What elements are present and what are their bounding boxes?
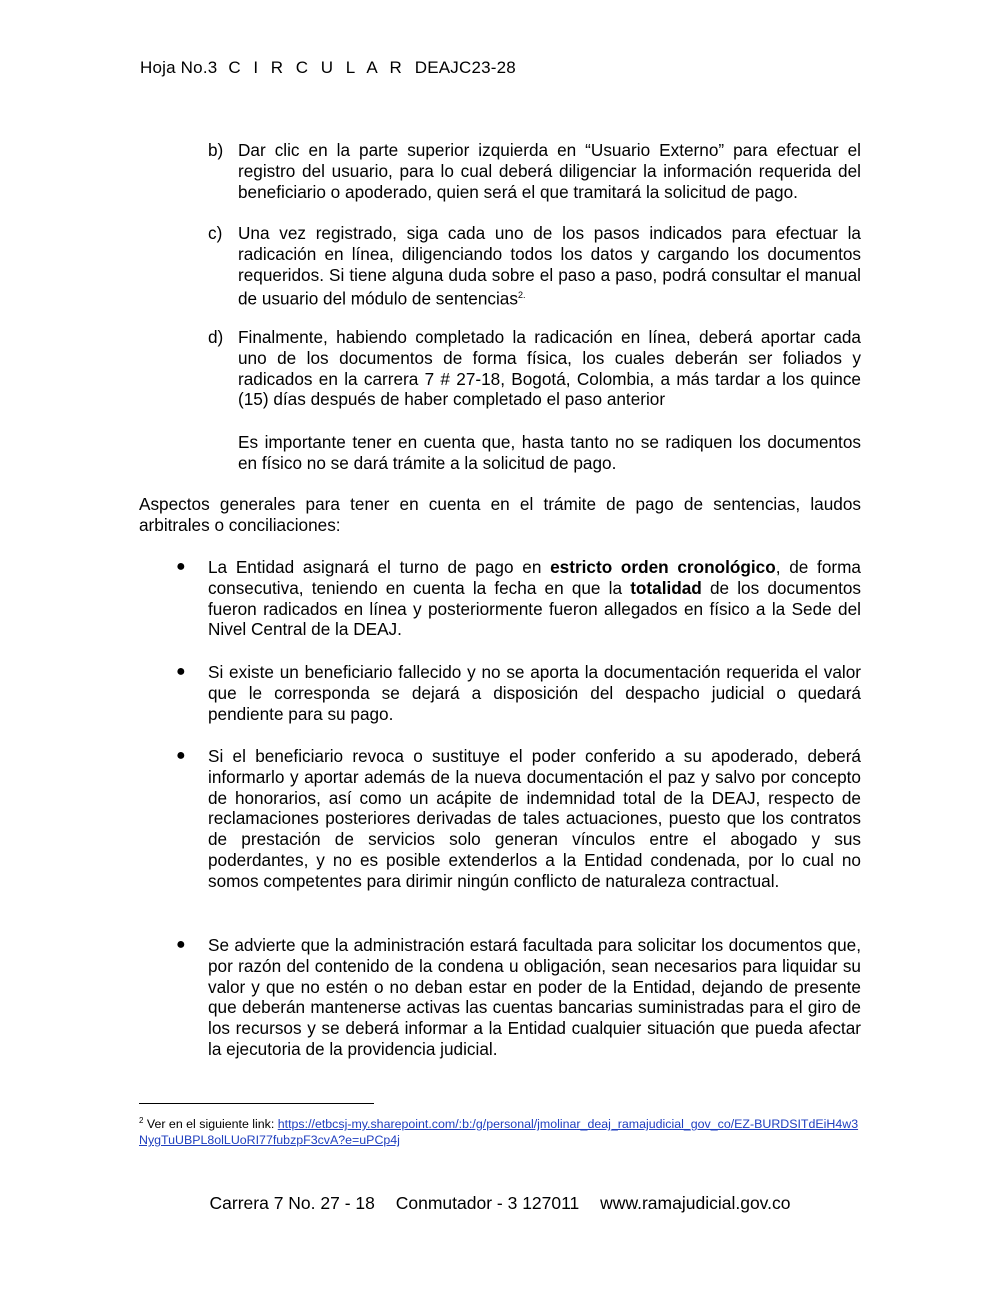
bullet-item-order: ● La Entidad asignará el turno de pago en estricto orden cronológico, de forma consecutiva, teniendo en cuenta la fecha en que la totalidad de los documentos fueron radicados en línea y posteriormente fueron allegados en físico a la Sede del Nivel Central de la DEAJ.: [176, 557, 861, 640]
list-marker: b): [208, 140, 224, 160]
footnote-reference: 2.: [517, 290, 526, 301]
bullet-icon: ●: [176, 936, 186, 953]
circular-code: DEAJC23-28: [414, 58, 516, 77]
footnote-text: Ver en el siguiente link:: [143, 1117, 278, 1132]
list-item-d: [208, 327, 861, 411]
bullet-icon: ●: [176, 747, 186, 764]
bullet-item-documents: [176, 935, 861, 1060]
bullet-text: Si existe un beneficiario fallecido y no se aporta la documentación requerida el valor que le corresponda se dejará a disposición del despacho judicial o quedará pendiente para su pago.: [208, 662, 861, 724]
list-item-text: Una vez registrado, siga cada uno de los pasos indicados para efectuar la radicación en línea, diligenciando todos los datos y cargando los documentos requeridos. Si tiene alguna duda sobre el paso a paso, podrá consultar el manual de usuario del módulo de sentencias$^{2.}$: [238, 223, 861, 310]
page-header: [140, 58, 516, 78]
footnote: [139, 1113, 859, 1148]
list-marker: c): [208, 223, 223, 243]
bullet-item-revocation: [176, 746, 861, 892]
list-item-c: [208, 223, 861, 310]
general-aspects-intro: Aspectos generales para tener en cuenta en el trámite de pago de sentencias, laudos arbitrales o conciliaciones:: [139, 494, 861, 535]
bullet-icon: ●: [176, 558, 186, 575]
list-item-text: Finalmente, habiendo completado la radicación en línea, deberá aportar cada uno de los documentos de forma física, los cuales deberán ser foliados y radicados en la carrera 7 # 27-18, Bogotá, Colombia, a más tardar a los quince (15) días después de haber completado el paso anterior: [238, 327, 861, 410]
footer-phone: Conmutador - 3 127011: [395, 1193, 580, 1213]
footer-address: Carrera 7 No. 27 - 18: [209, 1193, 375, 1213]
list-marker: d): [208, 327, 224, 347]
footer-website: www.ramajudicial.gov.co: [600, 1193, 791, 1213]
list-item-b: [208, 140, 861, 203]
important-note: Es importante tener en cuenta que, hasta tanto no se radiquen los documentos en físico no se dará trámite a la solicitud de pago.: [238, 432, 861, 473]
bold-text: estricto orden cronológico: [550, 557, 776, 577]
bullet-item-deceased: [176, 662, 861, 724]
list-item-text: Dar clic en la parte superior izquierda en “Usuario Externo” para efectuar el registro del usuario, para lo cual deberá diligenciar la información requerida del beneficiario o apoderado, quien será el que tramitará la solicitud de pago.: [238, 140, 861, 202]
bullet-text: Se advierte que la administración estará facultada para solicitar los documentos que, por razón del contenido de la condena u obligación, sean necesarios para liquidar su valor y que no estén o no deban estar en poder de la Entidad, dejando de presente que deberán mantenerse activas las cuentas bancarias suministradas para el giro de los recursos y se deberá informar a la Entidad cualquier situación que pueda afectar la ejecutoria de la providencia judicial.: [208, 935, 861, 1059]
footnote-separator: [139, 1103, 374, 1104]
bold-text: totalidad: [630, 577, 702, 598]
page-footer: [0, 1193, 1000, 1214]
bullet-icon: ●: [176, 663, 186, 680]
sheet-number: Hoja No.3: [140, 58, 218, 77]
bullet-text: Si el beneficiario revoca o sustituye el poder conferido a su apoderado, deberá informarlo y aportar además de la nueva documentación el paz y salvo por concepto de honorarios, así como un acápite de indemnidad total de la DEAJ, respecto de reclamaciones posteriores derivadas de tales actuaciones, puesto que los contratos de prestación de servicios solo generan vínculos entre el abogado y sus poderdantes, y no es posible extenderlos a la Entidad condenada, por lo cual no somos competentes para dirimir ningún conflicto de naturaleza contractual.: [208, 746, 861, 891]
footnote-number: 2: [139, 1116, 144, 1125]
footnote-link[interactable]: https://etbcsj-my.sharepoint.com/:b:/g/personal/jmolinar_deaj_ramajudicial_gov_co/EZ-BURDSITdEiH4w3NygTuUBPL8olLUoRI77fubzpF3cvA?e=uPCp4j: [139, 1117, 859, 1148]
circular-title: C I R C U L A R: [228, 58, 406, 77]
